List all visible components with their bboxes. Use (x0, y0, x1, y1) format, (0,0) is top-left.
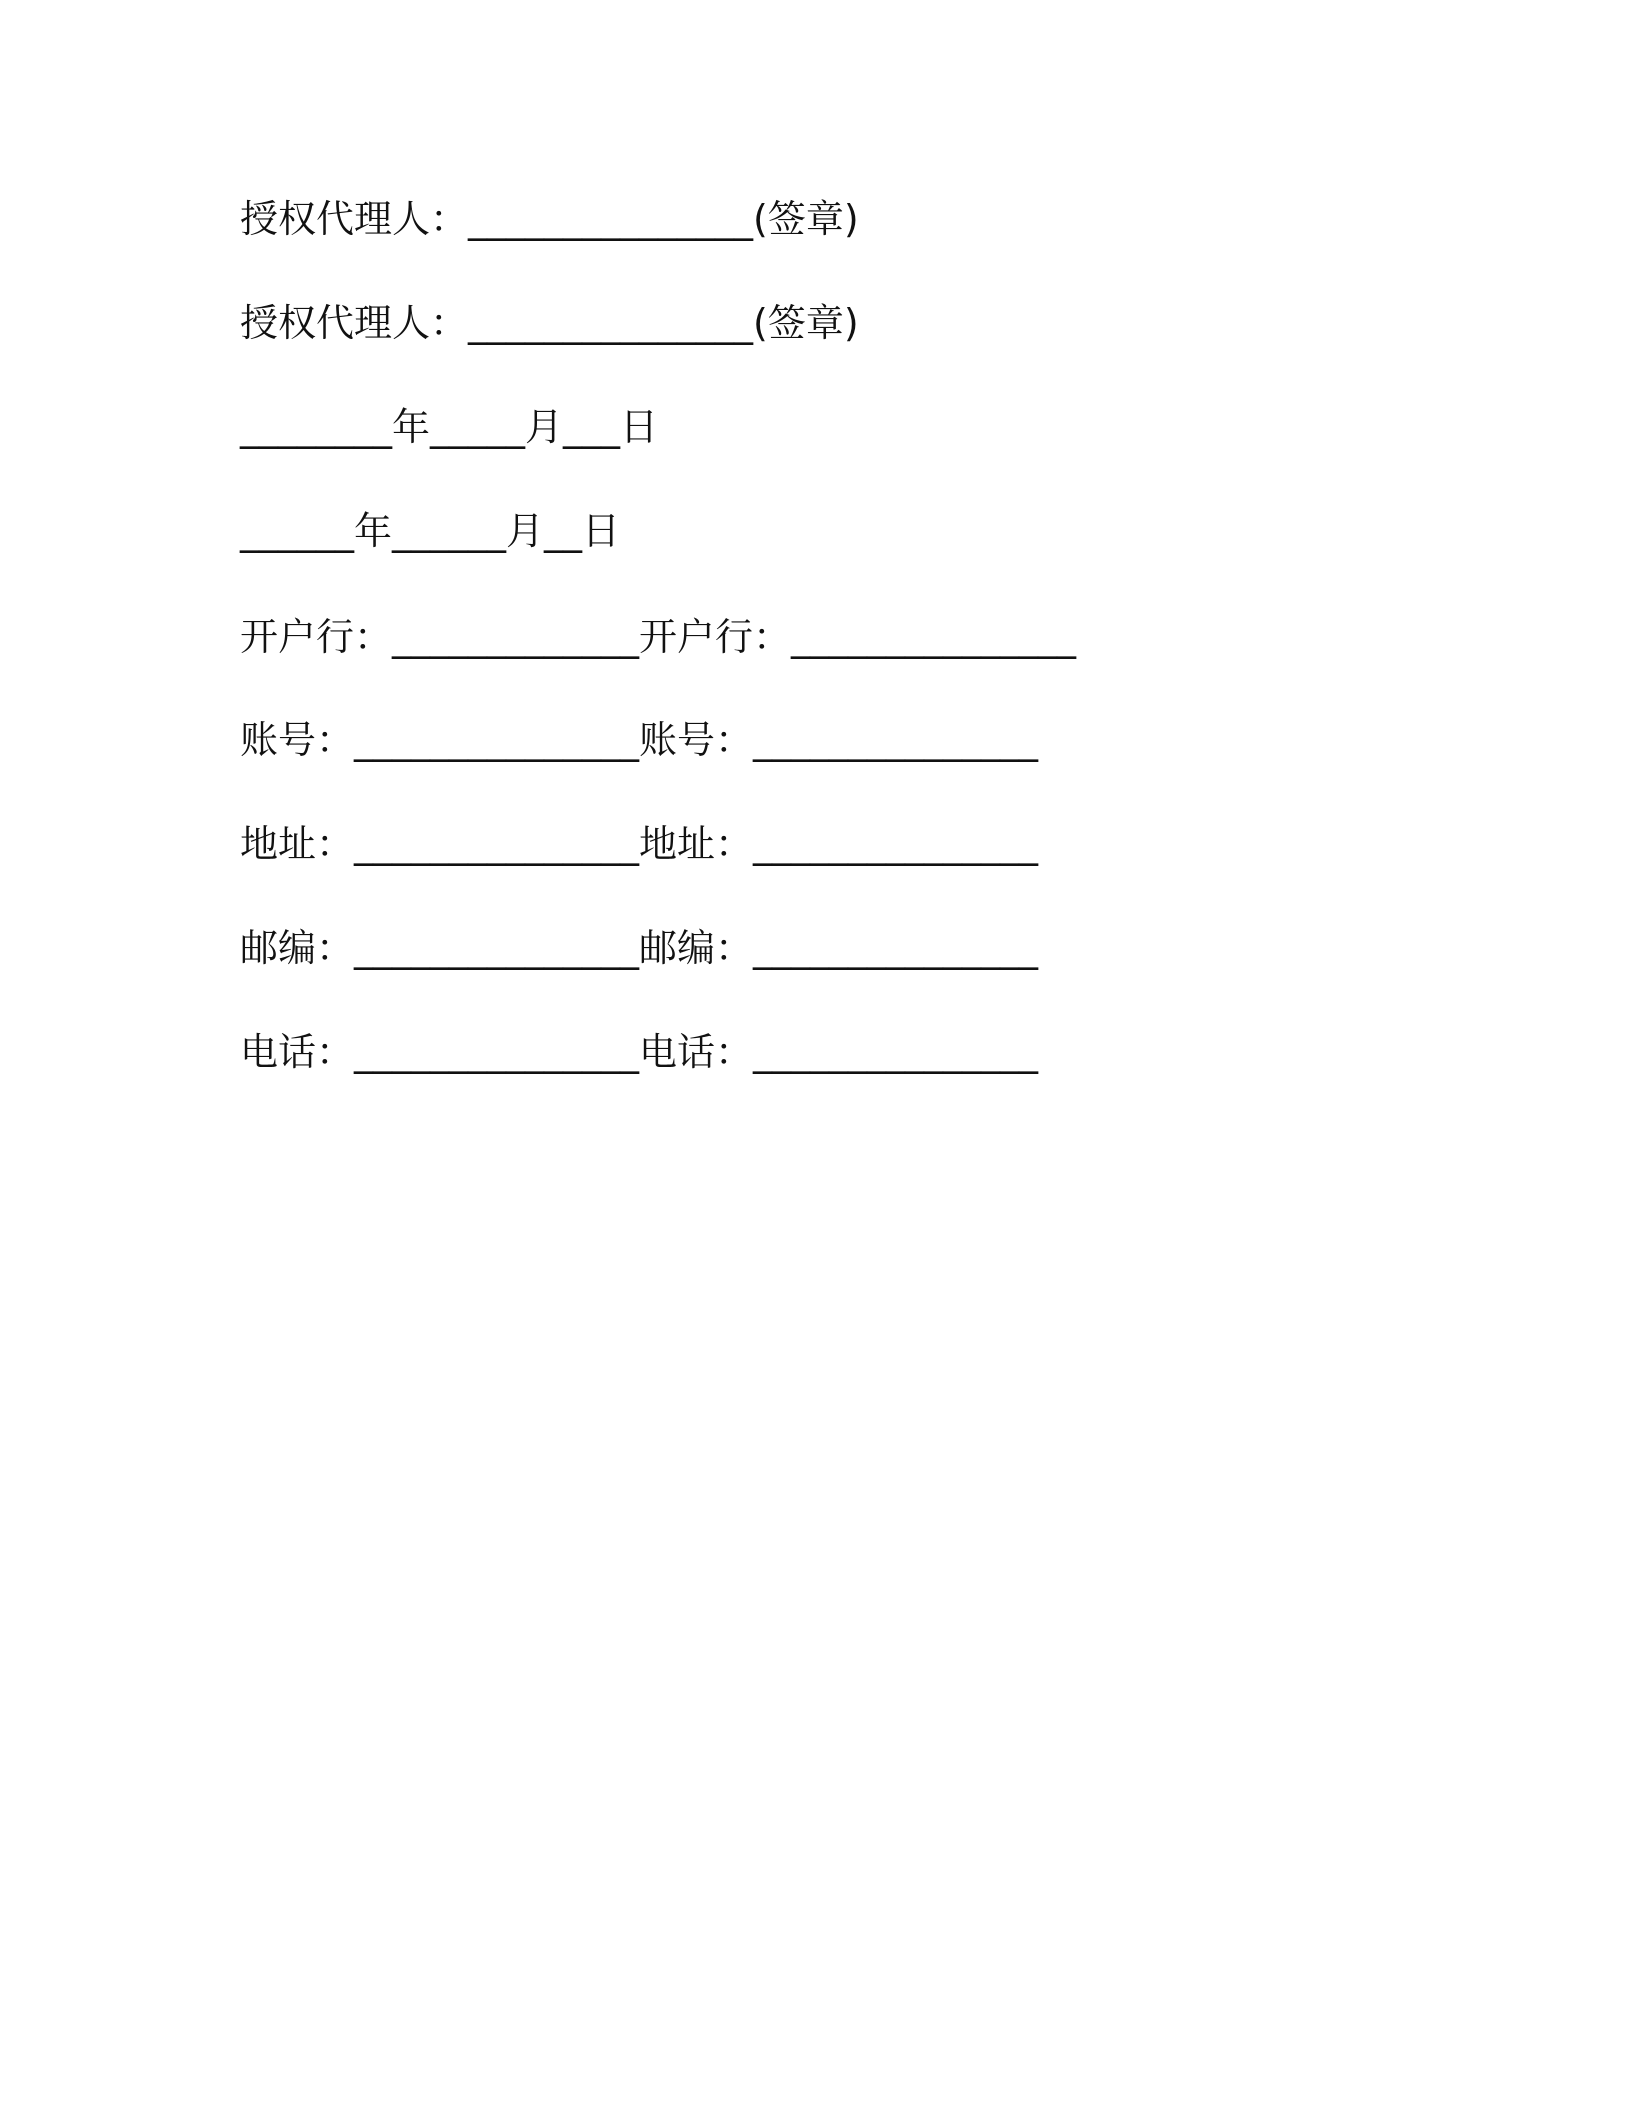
date-line-1: ________年_____月___日 (240, 405, 659, 449)
account-line: 账号：_______________账号：_______________ (240, 718, 1039, 762)
authorized-agent-signature-line-1: 授权代理人：_______________(签章) (240, 197, 859, 241)
address-line: 地址：_______________地址：_______________ (240, 822, 1039, 866)
postcode-line: 邮编：_______________邮编：_______________ (240, 926, 1039, 970)
authorized-agent-signature-line-2: 授权代理人：_______________(签章) (240, 301, 859, 345)
date-line-2: ______年______月__日 (240, 509, 621, 553)
phone-line: 电话：_______________电话：_______________ (240, 1030, 1039, 1074)
bank-line: 开户行：_____________开户行：_______________ (240, 615, 1077, 659)
